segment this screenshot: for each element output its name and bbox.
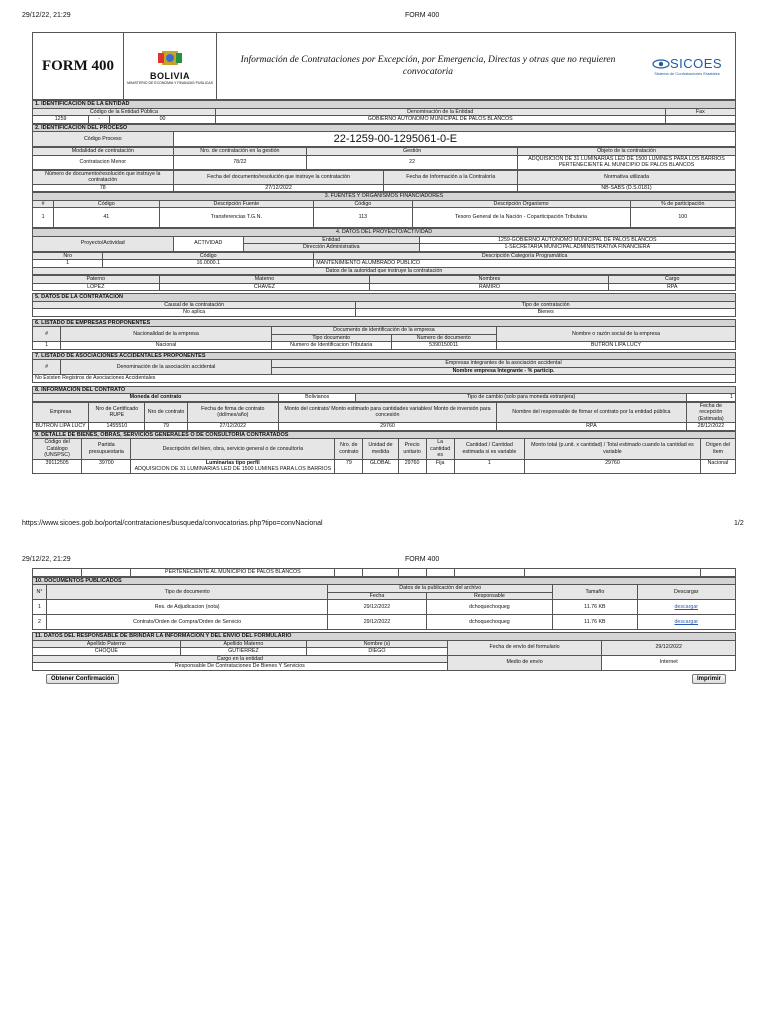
s9-desc-continued: PERTENECIENTE AL MUNICIPIO DE PALOS BLANCOS: [131, 569, 335, 577]
moneda-value: Bolivianos: [279, 394, 356, 402]
section-9-continued: [32, 568, 736, 577]
medio-envio-value: Internet: [602, 655, 736, 670]
s10-n-label: N°: [33, 585, 47, 600]
fecha-doc-value: 27/12/2022: [173, 184, 384, 192]
empresas-integrantes-label: Empresas integrantes de la asociación accidental: [272, 360, 736, 368]
denominacion-label: Denominación de la asociación accidental: [61, 360, 272, 375]
fax-label: Fax: [665, 108, 735, 116]
s9-origen: Nacional: [700, 459, 735, 473]
s6-num: 1: [33, 342, 61, 350]
cuce-value: 22-1259-00-1295061-0-E: [173, 132, 735, 147]
nro-contratacion-label: Nro. de contratación en la gestión: [173, 148, 307, 156]
s10-row-1-fecha: 29/12/2022: [328, 600, 426, 615]
sicoes-logo: [639, 33, 735, 99]
s11-cargo: Responsable De Contrataciones De Bienes Y Servicios: [33, 663, 448, 671]
s10-row-1-tipo: Res. de Adjudicacion (nota): [47, 600, 328, 615]
section-8-contract-table: [32, 402, 736, 431]
s11-materno: GUTIERREZ: [180, 648, 307, 656]
s9-col-descripcion: Descripción del bien, obra, servicio general o de consultoría: [131, 439, 335, 460]
modalidad-label: Modalidad de contratación: [33, 148, 174, 156]
s11-paterno-label: Apellido Paterno: [33, 640, 181, 648]
s9-col-cantidad-es: La cantidad es: [426, 439, 454, 460]
monto-label: Monto del contrato/ Monto estimado para cantidades variables/ Monto de inversión para concesión: [279, 402, 497, 423]
section-5-table: [32, 293, 736, 317]
s9-codigo: 39112505: [33, 459, 82, 473]
logo-subtitle: MINISTERIO DE ECONOMIA Y FINANZAS PUBLICAS: [127, 81, 213, 85]
s9-precio: 29760: [398, 459, 426, 473]
s9-partida: 39700: [82, 459, 131, 473]
s9-unidad: GLOBAL: [363, 459, 398, 473]
print-datetime-2: 29/12/22, 21:29: [22, 556, 71, 563]
direccion-value: 1-SECRETARIA MUNICIPAL ADMINISTRATIVA FINANCIERA: [419, 244, 735, 252]
form-description-title: Información de Contrataciones por Excepción, por Emergencia, Directas y otras que no requieren convocatoria: [240, 55, 616, 77]
bolivia-logo: [124, 33, 217, 99]
form-header: [32, 32, 736, 100]
s8-empresa: BUTRON LIPA LUCY: [33, 423, 89, 431]
s3-col-organismo: Descripción Organismo: [412, 200, 630, 208]
tipo-cambio-value: 1: [686, 394, 735, 402]
s4-materno: CHAVEZ: [159, 283, 370, 291]
s3-fuente: Transferencias T.G.N.: [159, 208, 314, 228]
s3-num: 1: [33, 208, 54, 228]
gestion-value: 22: [307, 155, 518, 169]
proyecto-label: Proyecto/Actividad: [33, 236, 174, 251]
responsable-value: RPA: [496, 423, 686, 431]
tipo-cambio-label: Tipo de cambio (solo para moneda extranjera): [356, 394, 686, 402]
section-11-title: 11. DATOS DEL RESPONSABLE DE BRINDAR LA INFORMACION Y DEL ENVIO DEL FORMULARIO: [33, 633, 736, 641]
section-2-table: [32, 124, 736, 148]
s11-paterno: CHOQUE: [33, 648, 181, 656]
section-9-title: 9. DETALLE DE BIENES, OBRAS, SERVICIOS GENERALES O DE CONSULTORIA CONTRATADOS: [33, 431, 736, 439]
s6-num-label: #: [33, 327, 61, 342]
s3-codigo-org: 113: [314, 208, 412, 228]
section-2-title: 2. IDENTIFICACIÓN DEL PROCESO: [33, 124, 736, 132]
fecha-envio-label: Fecha de envío del formulario: [447, 640, 602, 655]
empresa-nombre-label: Nombre o razón social de la empresa: [496, 327, 735, 342]
fecha-doc-label: Fecha del documento/resolución que instruye la contratación: [173, 170, 384, 184]
s4-nro-label: Nro: [33, 252, 103, 260]
autoridad-label: Datos de la autoridad que instruye la contratación: [33, 267, 736, 275]
s9-col-nro: Nro. de contrato: [335, 439, 363, 460]
tipodoc-label: Tipo documento: [272, 334, 392, 342]
moneda-label: Moneda del contrato: [33, 394, 279, 402]
entity-code-label: Código de la Entidad Pública: [33, 108, 216, 116]
section-3-table: [32, 192, 736, 228]
docid-label: Documento de identificación de la empresa: [272, 327, 497, 335]
s4-codigo: 16.0000.1: [103, 260, 314, 268]
s8-empresa-label: Empresa: [33, 402, 89, 423]
s9-col-monto: Monto total (p.unit. x cantidad) / Total estimado cuando la cantidad es variable: [525, 439, 701, 460]
entity-name: GOBIERNO AUTONOMO MUNICIPAL DE PALOS BLANCOS: [215, 116, 665, 124]
form-title: FORM 400: [33, 33, 124, 99]
fecha-firma-label: Fecha de firma de contrato (dd/mes/año): [187, 402, 278, 423]
s3-col-fuente: Descripción Fuente: [159, 200, 314, 208]
section-1-table: [32, 100, 736, 124]
s4-nro: 1: [33, 260, 103, 268]
causal-value: No aplica: [33, 309, 356, 317]
table-row: [33, 615, 736, 630]
s10-row-2-tamano: 11.76 KB: [553, 615, 637, 630]
s4-desc: MANTENIMIENTO ALUMBRADO PUBLICO: [314, 260, 736, 268]
doc-label: Número de documento/resolución que instruye la contratación: [33, 170, 174, 184]
s9-nro: 79: [335, 459, 363, 473]
s4-cargo: RPA: [609, 283, 736, 291]
medio-envio-label: Medio de envío: [447, 655, 602, 670]
s3-col-codigo: Código: [54, 200, 159, 208]
s4-paterno: LOPEZ: [33, 283, 160, 291]
nacionalidad-value: Nacional: [61, 342, 272, 350]
print-button[interactable]: Imprimir: [692, 674, 726, 684]
s9-col-catalogo: Código del Catálogo (UNSPSC): [33, 439, 82, 460]
s3-col-num: #: [33, 200, 54, 208]
download-link-2[interactable]: descargar: [674, 618, 699, 625]
s11-cargo-label: Cargo en la entidad: [33, 655, 448, 663]
section-10-table: [32, 577, 736, 631]
entity-code-suffix: 00: [110, 116, 215, 124]
form-400-page-2: [32, 568, 736, 690]
s3-col-participacion: % de participación: [630, 200, 735, 208]
coat-of-arms-icon: [156, 47, 184, 71]
section-6-title: 6. LISTADO DE EMPRESAS PROPONENTES: [33, 319, 736, 327]
s4-paterno-label: Paterno: [33, 276, 160, 284]
s10-row-1-n: 1: [33, 600, 47, 615]
s9-monto: 29760: [525, 459, 701, 473]
cuce-label: Código Proceso: [33, 132, 174, 147]
s4-entidad-value: 1259-GOBIERNO AUTONOMO MUNICIPAL DE PALOS BLANCOS: [419, 236, 735, 244]
section-4-autoridad-table: [32, 275, 736, 291]
s9-col-unidad: Unidad de medida: [363, 439, 398, 460]
form-400-page-1: [32, 32, 736, 474]
numdoc-value: 5390150011: [391, 342, 496, 350]
s10-tamano-label: Tamaño: [553, 585, 637, 600]
s10-datos-label: Datos de la publicación del archivo: [328, 585, 553, 593]
section-7-table: [32, 352, 736, 383]
s3-organismo: Tesoro General de la Nación - Coparticipación Tributaria: [412, 208, 630, 228]
tipo-contratacion-value: Bienes: [356, 309, 736, 317]
entity-code: 1259: [33, 116, 89, 124]
causal-label: Causal de la contratación: [33, 301, 356, 309]
table-row: [33, 600, 736, 615]
s10-row-2-responsable: dchoquechoqueg: [426, 615, 553, 630]
s10-row-1-tamano: 11.76 KB: [553, 600, 637, 615]
section-11-table: [32, 632, 736, 671]
s4-codigo-label: Código: [103, 252, 314, 260]
section-2-process-table: [32, 147, 736, 170]
s9-cantidad: 1: [454, 459, 524, 473]
s11-nombres: DIEGO: [307, 648, 448, 656]
rupe-value: 1455510: [89, 423, 145, 431]
numdoc-label: Numero de documento: [391, 334, 496, 342]
normativa-label: Normativa utilizada: [518, 170, 736, 184]
fecha-info-value: [384, 184, 518, 192]
objeto-value: ADQUISICION DE 31 LUMINARIAS LED DE 1500 LUMINES PARA LOS BARRIOS PERTENECIENTE AL MUNICIPIO DE PALOS BLANCOS: [518, 155, 736, 169]
print-datetime: 29/12/22, 21:29: [22, 12, 71, 19]
section-6-table: [32, 319, 736, 350]
section-7-title: 7. LISTADO DE ASOCIACIONES ACCIDENTALES PROPONENTES: [33, 352, 736, 360]
section-3-title: 3. FUENTES Y ORGANISMOS FINANCIADORES: [33, 193, 736, 201]
responsable-label: Nombre del responsable de firmar el contrato por la entidad pública: [496, 402, 686, 423]
section-5-title: 5. DATOS DE LA CONTRATACIÓN: [33, 294, 736, 302]
s3-codigo: 41: [54, 208, 159, 228]
s11-nombres-label: Nombre (s): [307, 640, 448, 648]
s10-tipo-label: Tipo de documento: [47, 585, 328, 600]
s7-num-label: #: [33, 360, 61, 375]
empresa-nombre-value: BUTRON LIPA LUCY: [496, 342, 735, 350]
table-row: [33, 342, 736, 350]
section-4-table: [32, 228, 736, 252]
section-8-table: [32, 386, 736, 402]
s9-col-cantidad: Cantidad / Cantidad estimada si es variable: [454, 439, 524, 460]
section-1-title: 1. IDENTIFICACIÓN DE LA ENTIDAD: [33, 101, 736, 109]
s10-row-2-fecha: 29/12/2022: [328, 615, 426, 630]
s10-row-2-tipo: Contrato/Orden de Compra/Orden de Servicio: [47, 615, 328, 630]
fecha-firma-value: 27/12/2022: [187, 423, 278, 431]
doc-value: 78: [33, 184, 174, 192]
section-4-title: 4. DATOS DEL PROYECTO/ACTIVIDAD: [33, 229, 736, 237]
section-2-doc-table: [32, 170, 736, 193]
s4-desc-label: Descripción Categoría Programática: [314, 252, 736, 260]
s9-cantidad-es: Fija: [426, 459, 454, 473]
s4-entidad-label: Entidad: [243, 236, 419, 244]
section-9-table: [32, 431, 736, 474]
direccion-label: Dirección Administrativa: [243, 244, 419, 252]
nro-contrato-value: 79: [145, 423, 187, 431]
normativa-value: NB-SABS (D.S.0181): [518, 184, 736, 192]
print-form-name: FORM 400: [405, 12, 440, 19]
fax-value: [665, 116, 735, 124]
s10-row-1-responsable: dchoquechoqueg: [426, 600, 553, 615]
s10-responsable-label: Responsable: [426, 592, 553, 600]
fecha-recepcion-label: Fecha de recepción (Estimada): [686, 402, 735, 423]
s3-participacion: 100: [630, 208, 735, 228]
fecha-info-label: Fecha de Información a la Contraloría: [384, 170, 518, 184]
objeto-label: Objeto de la contratación: [518, 148, 736, 156]
s10-row-2-n: 2: [33, 615, 47, 630]
sicoes-text: SICOES: [669, 56, 723, 71]
sicoes-subtitle: Sistema de Contrataciones Estatales: [654, 71, 720, 76]
tipodoc-value: Numero de Identificacion Tributaria: [272, 342, 392, 350]
nro-contrato-label: Nro de contrato: [145, 402, 187, 423]
s3-col-codigo-org: Código: [314, 200, 412, 208]
entity-code-sep: -: [89, 116, 110, 124]
print-form-name-2: FORM 400: [405, 556, 440, 563]
fecha-envio-value: 29/12/2022: [602, 640, 736, 655]
s10-fecha-label: Fecha: [328, 592, 426, 600]
nro-contratacion-value: 78/22: [173, 155, 307, 169]
s9-desc: ADQUISICION DE 31 LUMINARIAS LED DE 1500 LUMINES PARA LOS BARRIOS: [134, 466, 332, 472]
s9-col-origen: Origen del ítem: [700, 439, 735, 460]
fecha-recepcion-value: 28/12/2022: [686, 423, 735, 431]
s4-nombres: RAMIRO: [370, 283, 609, 291]
modalidad-value: Contratacion Menor: [33, 155, 174, 169]
obtain-confirmation-button[interactable]: Obtener Confirmación: [46, 674, 119, 684]
logo-text: BOLIVIA: [149, 71, 190, 81]
s7-empty-message: No Existen Registros de Asociaciones Accidentales: [33, 375, 736, 383]
tipo-contratacion-label: Tipo de contratación: [356, 301, 736, 309]
s4-nombres-label: Nombres: [370, 276, 609, 284]
integrante-label: Nombre empresa Integrante - % particip.: [272, 367, 736, 375]
s10-descargar-label: Descargar: [637, 585, 735, 600]
proyecto-value: ACTIVIDAD: [173, 236, 243, 251]
s4-cargo-label: Cargo: [609, 276, 736, 284]
s9-col-precio: Precio unitario: [398, 439, 426, 460]
gestion-label: Gestión: [307, 148, 518, 156]
footer-url: https://www.sicoes.gob.bo/portal/contrataciones/busqueda/convocatorias.php?tipo=convNacional: [22, 520, 323, 527]
rupe-label: Nro de Certificado RUPE: [89, 402, 145, 423]
s9-desc-title: Luminarias tipo perfil: [205, 459, 260, 466]
download-link-1[interactable]: descargar: [674, 603, 699, 610]
s11-materno-label: Apellido Materno: [180, 640, 307, 648]
section-4-categoria-table: [32, 252, 736, 276]
monto-value: 29760: [279, 423, 497, 431]
page-number: 1/2: [734, 520, 744, 527]
entity-name-label: Denominación de la Entidad: [215, 108, 665, 116]
action-bar: [32, 674, 736, 690]
table-row: [33, 459, 736, 473]
section-10-title: 10. DOCUMENTOS PUBLICADOS: [33, 577, 736, 585]
nacionalidad-label: Nacionalidad de la empresa: [61, 327, 272, 342]
s9-col-partida: Partida presupuestaria: [82, 439, 131, 460]
section-8-title: 8. INFORMACIÓN DEL CONTRATO: [33, 386, 736, 394]
sicoes-eye-icon: [652, 59, 670, 69]
table-row: [33, 423, 736, 431]
table-row: [33, 208, 736, 228]
s4-materno-label: Materno: [159, 276, 370, 284]
